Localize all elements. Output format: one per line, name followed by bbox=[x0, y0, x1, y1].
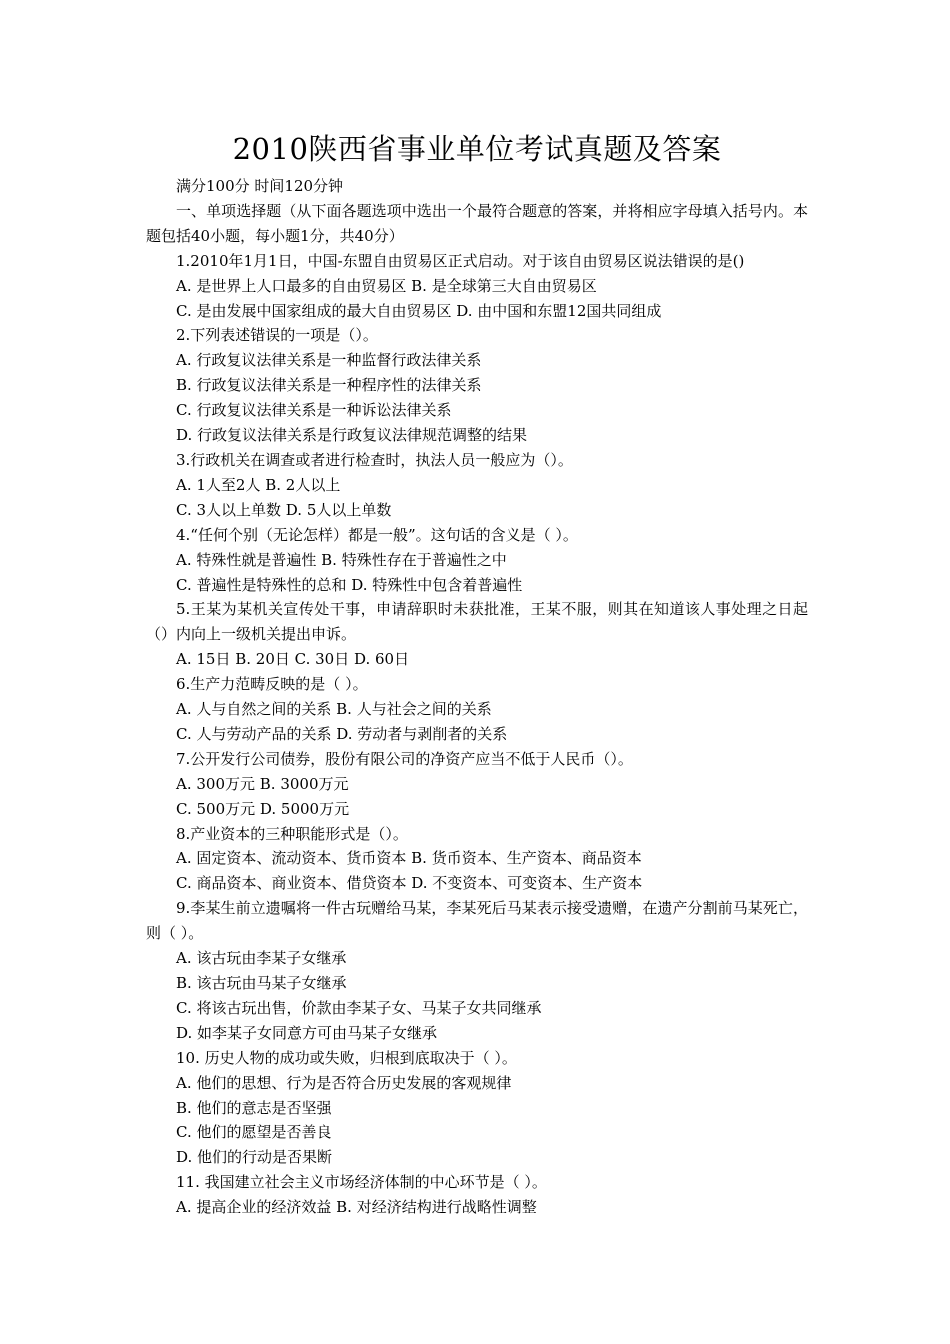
question-option: C. 人与劳动产品的关系 D. 劳动者与剥削者的关系 bbox=[176, 724, 508, 743]
question-option: D. 他们的行动是否果断 bbox=[176, 1148, 333, 1167]
question-option: C. 行政复议法律关系是一种诉讼法律关系 bbox=[176, 401, 452, 420]
question-stem: 2.下列表述错误的一项是（）。 bbox=[176, 326, 378, 345]
question-option: C. 是由发展中国家组成的最大自由贸易区 D. 由中国和东盟12国共同组成 bbox=[176, 301, 662, 320]
question-option: D. 行政复议法律关系是行政复议法律规范调整的结果 bbox=[176, 426, 528, 445]
question-stem: 6.生产力范畴反映的是（ ）。 bbox=[176, 675, 368, 694]
question-option: A. 1人至2人 B. 2人以上 bbox=[176, 475, 341, 494]
question-stem: 4.“任何个别（无论怎样）都是一般”。这句话的含义是（ ）。 bbox=[176, 525, 578, 544]
question-option: C. 3人以上单数 D. 5人以上单数 bbox=[176, 500, 392, 519]
question-option: C. 500万元 D. 5000万元 bbox=[176, 799, 350, 818]
question-option: B. 行政复议法律关系是一种程序性的法律关系 bbox=[176, 376, 482, 395]
question-stem: 8.产业资本的三种职能形式是（）。 bbox=[176, 824, 408, 843]
question-option: A. 行政复议法律关系是一种监督行政法律关系 bbox=[176, 351, 482, 370]
question-option: B. 该古玩由马某子女继承 bbox=[176, 974, 347, 992]
question-list bbox=[146, 249, 808, 1220]
question-stem: 11. 我国建立社会主义市场经济体制的中心环节是（ ）。 bbox=[176, 1173, 547, 1192]
section-heading: 一、单项选择题（从下面各题选项中选出一个最符合题意的答案，并将相应字母填入括号内。本题包括40小题，每小题1分，共40分） bbox=[146, 201, 808, 245]
question-option: A. 是世界上人口最多的自由贸易区 B. 是全球第三大自由贸易区 bbox=[176, 276, 597, 295]
question-option: B. 他们的意志是否坚强 bbox=[176, 1098, 332, 1117]
question-option: C. 将该古玩出售，价款由李某子女、马某子女共同继承 bbox=[176, 998, 542, 1017]
question-stem: 10. 历史人物的成功或失败，归根到底取决于（ ）。 bbox=[176, 1048, 517, 1067]
question-option: C. 他们的愿望是否善良 bbox=[176, 1123, 332, 1142]
document-page bbox=[146, 128, 808, 1220]
question-stem: 9.李某生前立遗嘱将一件古玩赠给马某，李某死后马某表示接受遗赠，在遗产分割前马某死亡，则（ ）。 bbox=[146, 899, 808, 943]
question-option: A. 提高企业的经济效益 B. 对经济结构进行战略性调整 bbox=[176, 1198, 537, 1217]
question-option: C. 普遍性是特殊性的总和 D. 特殊性中包含着普遍性 bbox=[176, 575, 523, 594]
question-stem: 3.行政机关在调查或者进行检查时，执法人员一般应为（）。 bbox=[176, 450, 573, 469]
question-option: A. 特殊性就是普遍性 B. 特殊性存在于普遍性之中 bbox=[176, 550, 507, 569]
question-option: A. 他们的思想、行为是否符合历史发展的客观规律 bbox=[176, 1073, 512, 1092]
question-option: A. 15日 B. 20日 C. 30日 D. 60日 bbox=[176, 650, 410, 669]
question-option: A. 300万元 B. 3000万元 bbox=[176, 774, 349, 793]
question-option: D. 如李某子女同意方可由马某子女继承 bbox=[176, 1023, 438, 1042]
question-stem: 7.公开发行公司债券，股份有限公司的净资产应当不低于人民币（）。 bbox=[176, 749, 633, 768]
question-option: A. 该古玩由李某子女继承 bbox=[176, 949, 347, 968]
question-stem: 1.2010年1月1日，中国-东盟自由贸易区正式启动。对于该自由贸易区说法错误的是() bbox=[176, 251, 745, 270]
question-stem: 5.王某为某机关宣传处干事，申请辞职时未获批准，王某不服，则其在知道该人事处理之日起（）内向上一级机关提出申诉。 bbox=[146, 600, 808, 644]
exam-meta: 满分100分 时间120分钟 bbox=[176, 177, 344, 195]
question-option: C. 商品资本、商业资本、借贷资本 D. 不变资本、可变资本、生产资本 bbox=[176, 874, 643, 893]
question-option: A. 人与自然之间的关系 B. 人与社会之间的关系 bbox=[176, 700, 492, 719]
document-title: 2010陕西省事业单位考试真题及答案 bbox=[232, 132, 722, 166]
question-option: A. 固定资本、流动资本、货币资本 B. 货币资本、生产资本、商品资本 bbox=[176, 849, 642, 868]
